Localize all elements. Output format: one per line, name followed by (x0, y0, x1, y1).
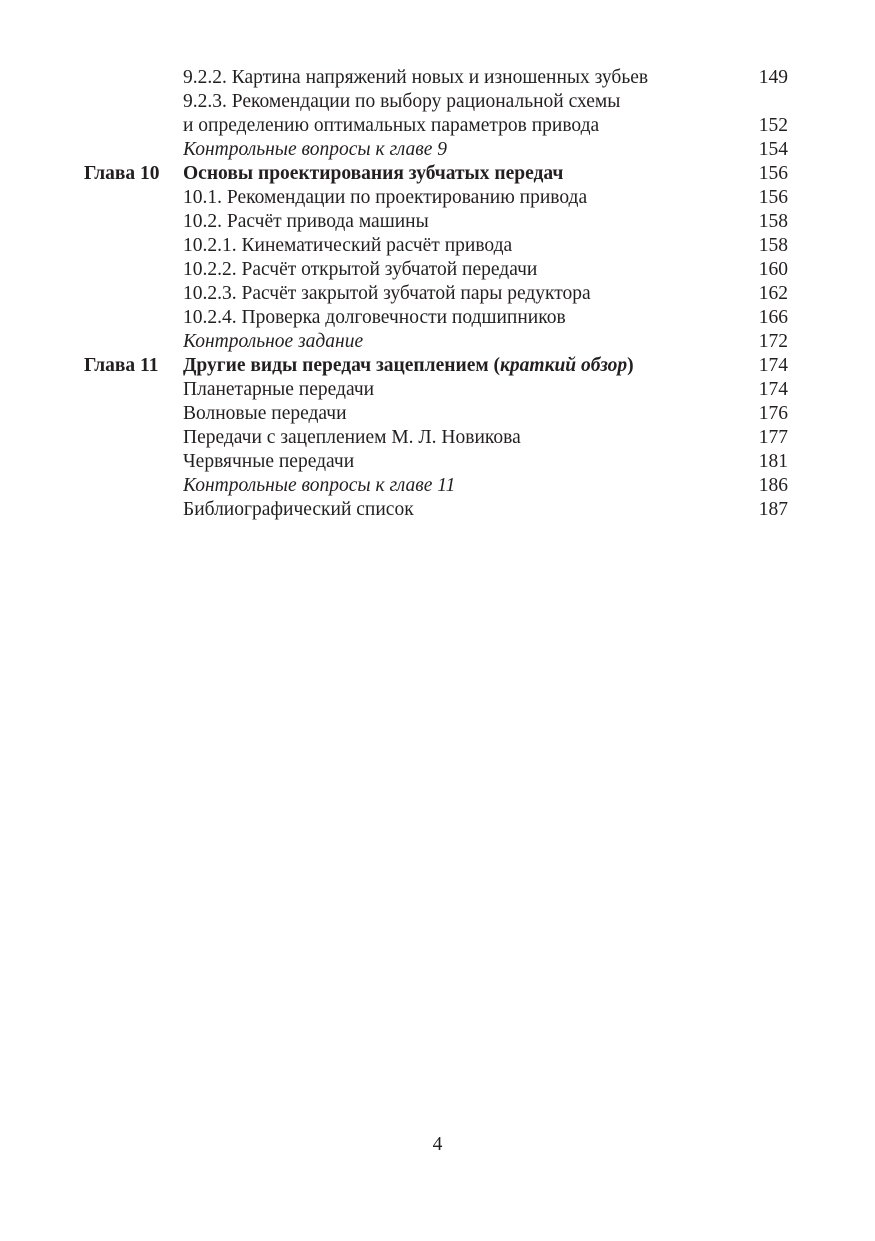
toc-row (84, 258, 788, 282)
chapter-label: Глава 10 (84, 163, 160, 184)
toc-row (84, 210, 788, 234)
toc-entry-page: 160 (758, 259, 788, 280)
toc-entry-page: 174 (758, 379, 788, 400)
toc-entry-page: 158 (758, 235, 788, 256)
toc-entry-page: 166 (758, 307, 788, 328)
toc-entry-title: Передачи с зацеплением М. Л. Новикова (183, 427, 521, 448)
chapter-title-italic-part: краткий обзор (500, 355, 628, 376)
toc-entry-page: 174 (758, 355, 788, 376)
page-number: 4 (432, 1134, 443, 1155)
toc-entry-page: 187 (758, 499, 788, 520)
toc-entry-title: Волновые передачи (183, 403, 347, 424)
toc-row (84, 186, 788, 210)
toc-entry-title: 9.2.3. Рекомендации по выбору рациональной схемы (183, 91, 621, 112)
toc-entry-title: Контрольное задание (183, 331, 364, 352)
toc-chapter-row (84, 354, 788, 378)
toc-row (84, 306, 788, 330)
toc-entry-title: Библиографический список (183, 499, 414, 520)
toc-entry-page: 176 (758, 403, 788, 424)
toc-entry-title: Планетарные передачи (183, 379, 375, 400)
toc-row (84, 234, 788, 258)
chapter-title-part: ) (627, 355, 634, 376)
toc-entry-title: 10.1. Рекомендации по проектированию привода (183, 187, 588, 208)
toc-entry-title: 10.2.3. Расчёт закрытой зубчатой пары редуктора (183, 283, 591, 304)
toc-entry-title: Червячные передачи (183, 451, 355, 472)
toc-entry-page: 181 (758, 451, 788, 472)
toc-row (84, 66, 788, 90)
toc-entry-page: 156 (758, 163, 788, 184)
toc-entry-title: Контрольные вопросы к главе 9 (183, 139, 448, 160)
toc-entry-page: 158 (758, 211, 788, 232)
toc-entry-title: 10.2.2. Расчёт открытой зубчатой передачи (183, 259, 538, 280)
toc-row (84, 90, 788, 114)
toc-chapter-row (84, 162, 788, 186)
toc-row (84, 114, 788, 138)
toc-row (84, 474, 788, 498)
chapter-label: Глава 11 (84, 355, 159, 376)
toc-row (84, 138, 788, 162)
toc-entry-page: 162 (758, 283, 788, 304)
toc-entry-title: Контрольные вопросы к главе 11 (183, 475, 456, 496)
toc-entry-page: 154 (758, 139, 788, 160)
toc-entry-page: 149 (758, 67, 788, 88)
toc-entry-title: и определению оптимальных параметров привода (183, 115, 600, 136)
toc-entry-page: 177 (758, 427, 788, 448)
toc-row (84, 450, 788, 474)
toc-row (84, 378, 788, 402)
toc-row (84, 498, 788, 522)
toc-entry-page: 186 (758, 475, 788, 496)
toc-row (84, 282, 788, 306)
chapter-title: Основы проектирования зубчатых передач (183, 163, 564, 184)
toc-entry-page: 172 (758, 331, 788, 352)
toc-entry-title: 10.2.1. Кинематический расчёт привода (183, 235, 513, 256)
chapter-title (183, 354, 748, 378)
table-of-contents (84, 66, 788, 522)
toc-entry-title: 10.2.4. Проверка долговечности подшипников (183, 307, 566, 328)
toc-entry-title: 9.2.2. Картина напряжений новых и изношенных зубьев (183, 67, 649, 88)
toc-row (84, 330, 788, 354)
toc-row (84, 402, 788, 426)
chapter-title-part: Другие виды передач зацеплением ( (183, 355, 501, 376)
toc-entry-page: 152 (758, 115, 788, 136)
toc-entry-title: 10.2. Расчёт привода машины (183, 211, 429, 232)
toc-row (84, 426, 788, 450)
toc-entry-page: 156 (758, 187, 788, 208)
